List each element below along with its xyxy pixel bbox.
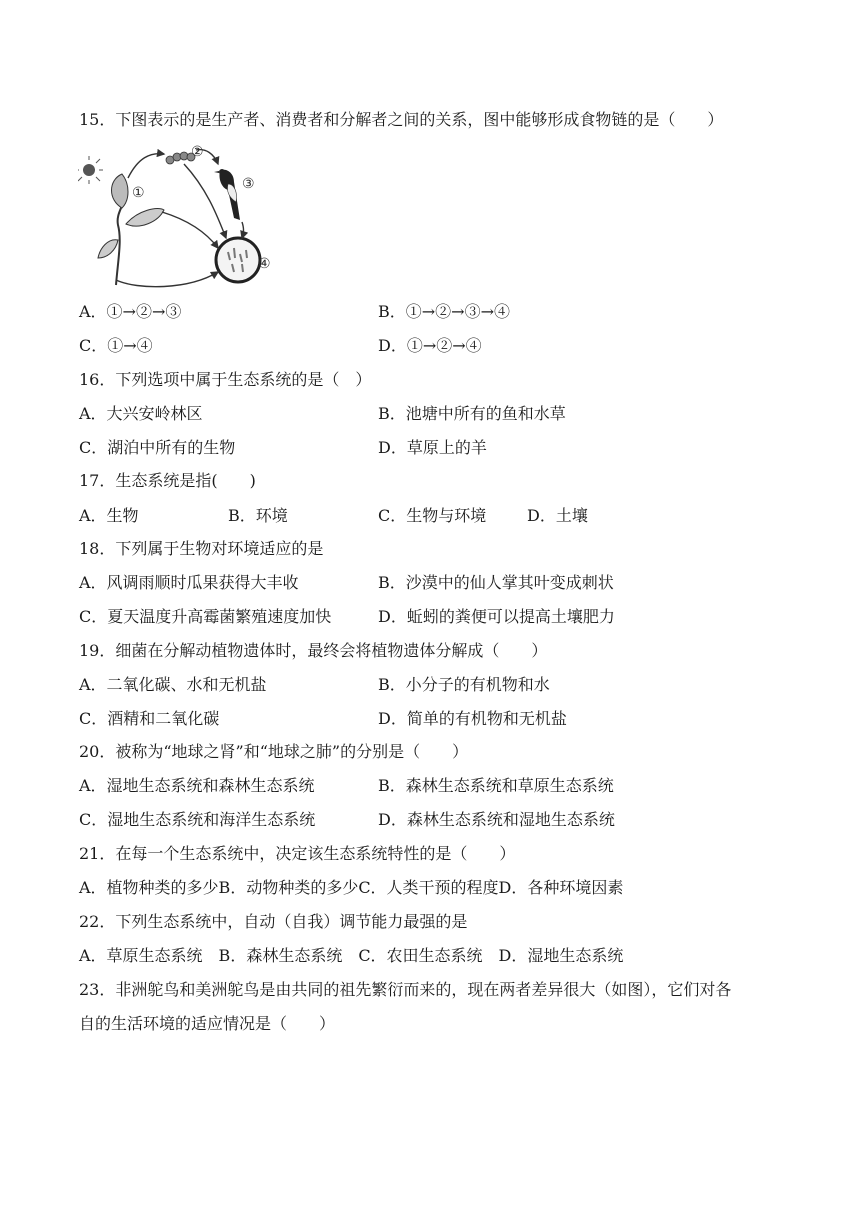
food-chain-diagram (78, 140, 278, 290)
question-16-stem: 16．下列选项中属于生态系统的是（ ） (79, 370, 372, 389)
q15-option-c: C．①→④ (79, 336, 153, 355)
q18-option-d: D．蚯蚓的粪便可以提高土壤肥力 (378, 607, 615, 626)
question-17-stem: 17．生态系统是指( ) (79, 471, 256, 490)
plant-icon (98, 174, 164, 285)
arrow-plant-to-caterpillar (128, 154, 164, 178)
sun-icon (78, 156, 103, 184)
question-23-stem-line-1: 23．非洲鸵鸟和美洲鸵鸟是由共同的祖先繁衍而来的，现在两者差异很大（如图），它们对各 (79, 980, 732, 999)
q19-option-a: A．二氧化碳、水和无机盐 (79, 675, 267, 694)
q19-option-c: C．酒精和二氧化碳 (79, 709, 220, 728)
arrow-bird-to-decomposer (242, 222, 244, 238)
q15-option-a: A．①→②→③ (79, 302, 182, 321)
q18-option-c: C．夏天温度升高霉菌繁殖速度加快 (79, 607, 332, 626)
label-3: ③ (242, 176, 255, 192)
label-4: ④ (258, 256, 271, 272)
arrow-base-to-decomposer (116, 272, 218, 287)
q18-option-a: A．风调雨顺时瓜果获得大丰收 (79, 573, 299, 592)
q22-options: A．草原生态系统 B．森林生态系统 C．农田生态系统 D．湿地生态系统 (79, 946, 624, 965)
q16-option-c: C．湖泊中所有的生物 (79, 438, 236, 457)
q17-option-d: D．土壤 (527, 506, 588, 525)
question-19-stem: 19．细菌在分解动植物遗体时，最终会将植物遗体分解成（ ） (79, 641, 548, 660)
q18-option-b: B．沙漠中的仙人掌其叶变成刺状 (378, 573, 614, 592)
label-1: ① (132, 185, 145, 201)
q20-option-c: C．湿地生态系统和海洋生态系统 (79, 810, 316, 829)
q16-option-d: D．草原上的羊 (378, 438, 487, 457)
q20-option-b: B．森林生态系统和草原生态系统 (378, 776, 614, 795)
q19-option-b: B．小分子的有机物和水 (378, 675, 550, 694)
question-15-stem: 15．下图表示的是生产者、消费者和分解者之间的关系，图中能够形成食物链的是（ ） (79, 110, 724, 129)
bird-icon (214, 169, 240, 220)
q15-option-b: B．①→②→③→④ (378, 302, 510, 321)
q19-option-d: D．简单的有机物和无机盐 (378, 709, 567, 728)
arrow-plant-to-decomposer (162, 212, 218, 248)
q16-option-b: B．池塘中所有的鱼和水草 (378, 404, 566, 423)
q17-option-b: B．环境 (228, 506, 288, 525)
q16-option-a: A．大兴安岭林区 (79, 404, 203, 423)
q20-option-d: D．森林生态系统和湿地生态系统 (378, 810, 615, 829)
q17-option-a: A．生物 (79, 506, 139, 525)
q15-option-d: D．①→②→④ (378, 336, 482, 355)
question-23-stem-line-2: 自的生活环境的适应情况是（ ） (79, 1014, 336, 1033)
label-2: ② (191, 144, 204, 160)
q21-options: A．植物种类的多少B．动物种类的多少C．人类干预的程度D．各种环境因素 (79, 878, 624, 897)
question-18-stem: 18．下列属于生物对环境适应的是 (79, 539, 324, 558)
q17-option-c: C．生物与环境 (378, 506, 487, 525)
q20-option-a: A．湿地生态系统和森林生态系统 (79, 776, 315, 795)
decomposer-icon (216, 238, 260, 282)
question-22-stem: 22．下列生态系统中，自动（自我）调节能力最强的是 (79, 912, 468, 931)
question-20-stem: 20．被称为“地球之肾”和“地球之肺”的分别是（ ） (79, 742, 469, 761)
question-21-stem: 21．在每一个生态系统中，决定该生态系统特性的是（ ） (79, 844, 516, 863)
